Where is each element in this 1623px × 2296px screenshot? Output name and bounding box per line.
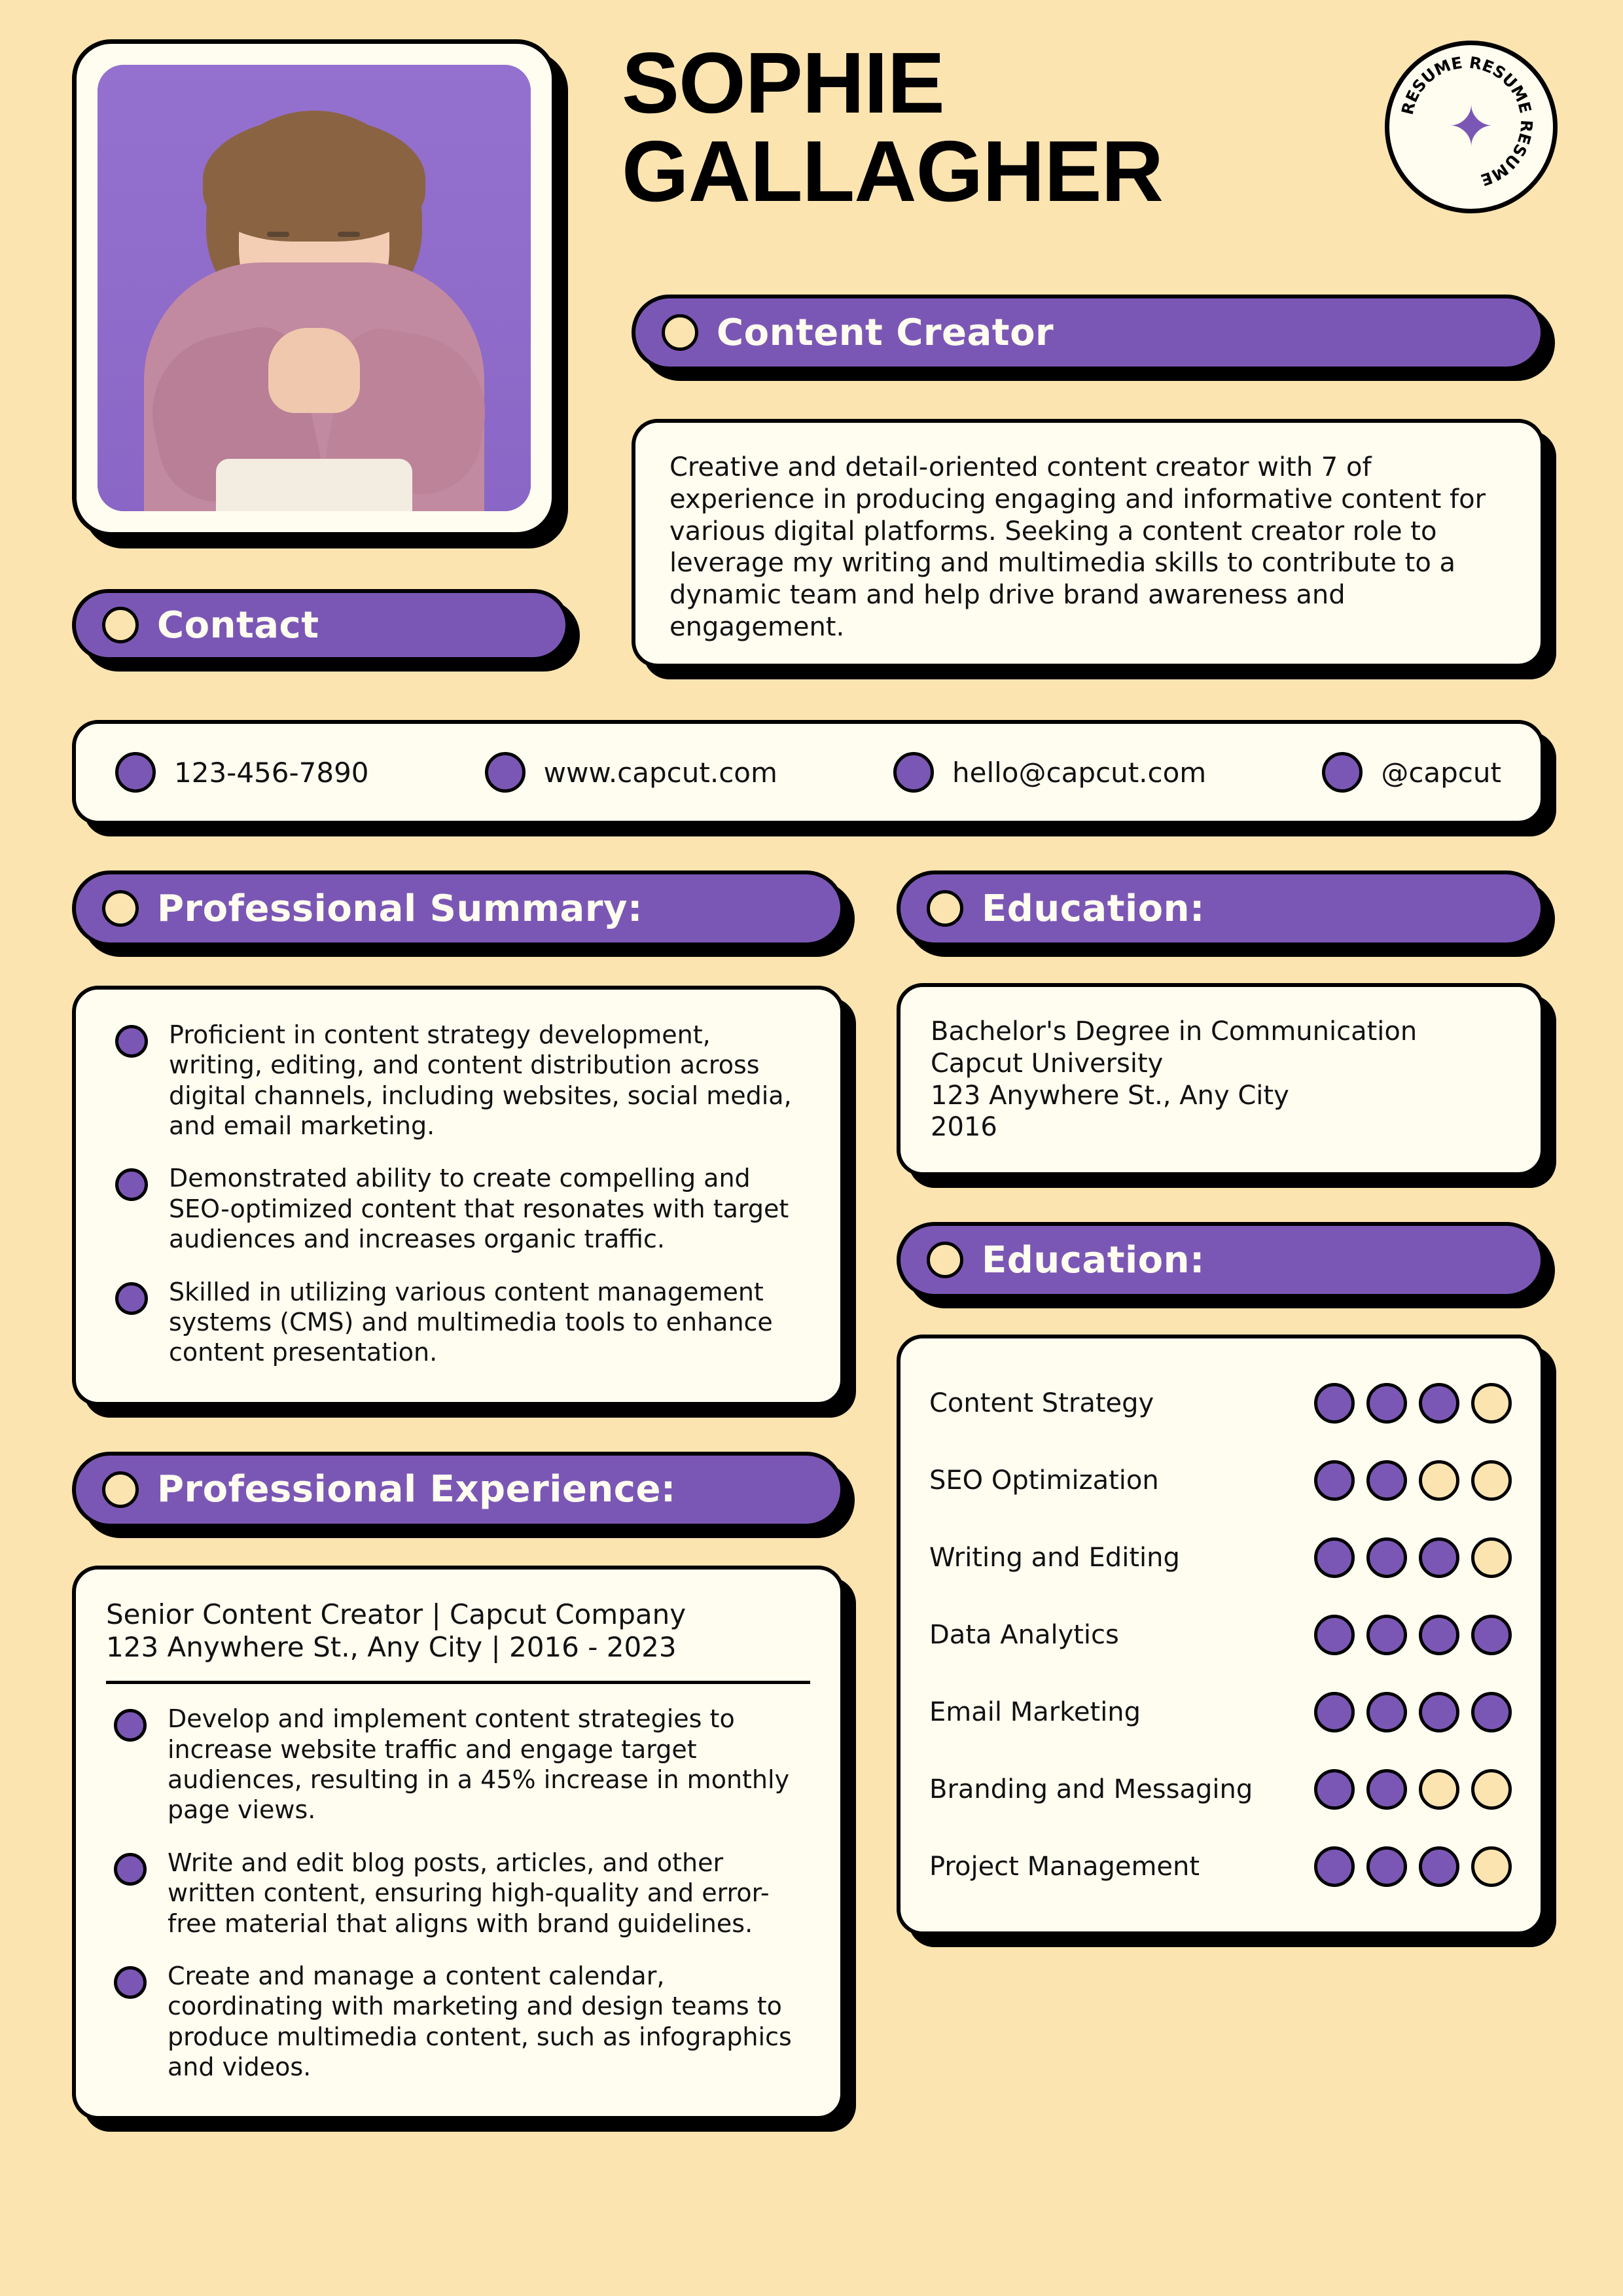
contact-item-website[interactable]	[485, 752, 777, 793]
skills-card	[897, 1335, 1544, 1935]
skill-label: Email Marketing	[929, 1697, 1141, 1728]
contact-item-phone[interactable]	[115, 752, 369, 793]
skill-rating	[1314, 1537, 1512, 1578]
list-item: Proficient in content strategy development, writing, editing, and content distribution across digital channels, including websites, social media, and email marketing.	[107, 1020, 809, 1141]
role-banner	[632, 295, 1544, 370]
first-name: SOPHIE	[622, 35, 944, 131]
list-item: Skilled in utilizing various content management systems (CMS) and multimedia tools to enhance content presentation.	[107, 1277, 809, 1368]
globe-icon	[485, 752, 526, 793]
job-title: Senior Content Creator | Capcut Company	[106, 1598, 687, 1630]
bullet-dot-icon	[115, 1168, 148, 1201]
skill-rating	[1314, 1769, 1512, 1810]
bullet-dot-icon	[102, 890, 139, 927]
list-item	[929, 1519, 1512, 1596]
education-school: Capcut University	[931, 1048, 1164, 1079]
skill-label: SEO Optimization	[929, 1465, 1159, 1496]
skills-header	[897, 1222, 1544, 1298]
left-column	[72, 870, 844, 2120]
education-degree: Bachelor's Degree in Communication	[931, 1016, 1418, 1047]
divider	[106, 1681, 810, 1684]
bullet-dot-icon	[115, 1282, 148, 1315]
svg-text:RESUME RESUME RESUME: RESUME RESUME RESUME	[1397, 52, 1537, 190]
education-address: 123 Anywhere St., Any City	[931, 1080, 1289, 1111]
role-label: Content Creator	[717, 311, 1054, 354]
list-item: Demonstrated ability to create compelling and SEO-optimized content that resonates with target audiences and increases organic traffic.	[107, 1163, 809, 1254]
bullet-dot-icon	[662, 314, 698, 351]
skill-label: Branding and Messaging	[929, 1774, 1253, 1805]
contact-phone-label: 123-456-7890	[174, 756, 369, 789]
page-title	[622, 35, 1348, 219]
skill-rating	[1314, 1615, 1512, 1655]
contact-section-header	[72, 589, 569, 661]
skill-label: Data Analytics	[929, 1620, 1119, 1651]
contact-strip	[72, 720, 1544, 825]
resume-badge	[1385, 41, 1558, 213]
skill-label: Content Strategy	[929, 1388, 1154, 1419]
bullet-dot-icon	[102, 607, 139, 643]
contact-item-email[interactable]	[893, 752, 1206, 793]
professional-experience-list	[106, 1704, 810, 2082]
skill-rating	[1314, 1460, 1512, 1501]
last-name: GALLAGHER	[622, 122, 1163, 219]
four-point-star-icon: ✦	[1447, 94, 1495, 160]
list-item	[929, 1442, 1512, 1519]
bullet-dot-icon	[115, 1025, 148, 1058]
bullet-dot-icon	[114, 1853, 147, 1886]
bullet-dot-icon	[102, 1471, 139, 1508]
profile-summary-card	[632, 419, 1544, 668]
professional-summary-card	[72, 986, 844, 1406]
professional-experience-card	[72, 1566, 844, 2121]
contact-email-label: hello@capcut.com	[952, 756, 1207, 789]
contact-title-label: Contact	[157, 603, 319, 647]
list-item	[929, 1828, 1512, 1905]
contact-website-label: www.capcut.com	[543, 756, 777, 789]
education-title: Education:	[982, 887, 1205, 930]
list-item	[929, 1596, 1512, 1674]
list-item: Create and manage a content calendar, coordinating with marketing and design teams to produce multimedia content, such as infographics and videos.	[106, 1961, 810, 2082]
skill-rating	[1314, 1846, 1512, 1887]
job-meta: 123 Anywhere St., Any City | 2016 - 2023	[106, 1630, 677, 1663]
bullet-dot-icon	[927, 1242, 963, 1278]
education-card	[897, 983, 1544, 1176]
profile-photo-frame	[72, 39, 556, 537]
contact-social-label: @capcut	[1381, 756, 1501, 789]
skills-title: Education:	[982, 1238, 1205, 1282]
professional-experience-title: Professional Experience:	[157, 1468, 676, 1511]
skill-rating	[1314, 1692, 1512, 1732]
contact-item-social[interactable]	[1322, 752, 1501, 793]
list-item: Develop and implement content strategies to increase website traffic and engage target audiences, resulting in a 45% increase in monthly page views.	[106, 1704, 810, 1825]
professional-summary-title: Professional Summary:	[157, 887, 643, 930]
professional-summary-header	[72, 870, 844, 946]
list-item: Write and edit blog posts, articles, and other written content, ensuring high-quality and error-free material that aligns with brand guidelines.	[106, 1848, 810, 1939]
bullet-dot-icon	[927, 890, 963, 927]
bullet-dot-icon	[114, 1966, 147, 1999]
social-icon	[1322, 752, 1363, 793]
professional-summary-list	[107, 1020, 809, 1368]
skill-label: Project Management	[929, 1852, 1200, 1882]
list-item	[929, 1365, 1512, 1442]
profile-photo	[98, 65, 531, 511]
skill-rating	[1314, 1383, 1512, 1424]
skill-label: Writing and Editing	[929, 1543, 1180, 1573]
education-header	[897, 870, 1544, 946]
profile-summary-text: Creative and detail-oriented content creator with 7 of experience in producing engaging and informative content for various digital platforms. Seeking a content creator role to leverage my writing and multimedia skills to contribute to a dynamic team and help drive brand awareness and engagement.	[669, 452, 1486, 642]
professional-experience-header	[72, 1452, 844, 1528]
list-item	[929, 1674, 1512, 1751]
list-item	[929, 1751, 1512, 1828]
right-column	[897, 870, 1544, 1935]
phone-icon	[115, 752, 156, 793]
education-year: 2016	[931, 1112, 997, 1143]
bullet-dot-icon	[114, 1709, 147, 1742]
email-icon	[893, 752, 934, 793]
